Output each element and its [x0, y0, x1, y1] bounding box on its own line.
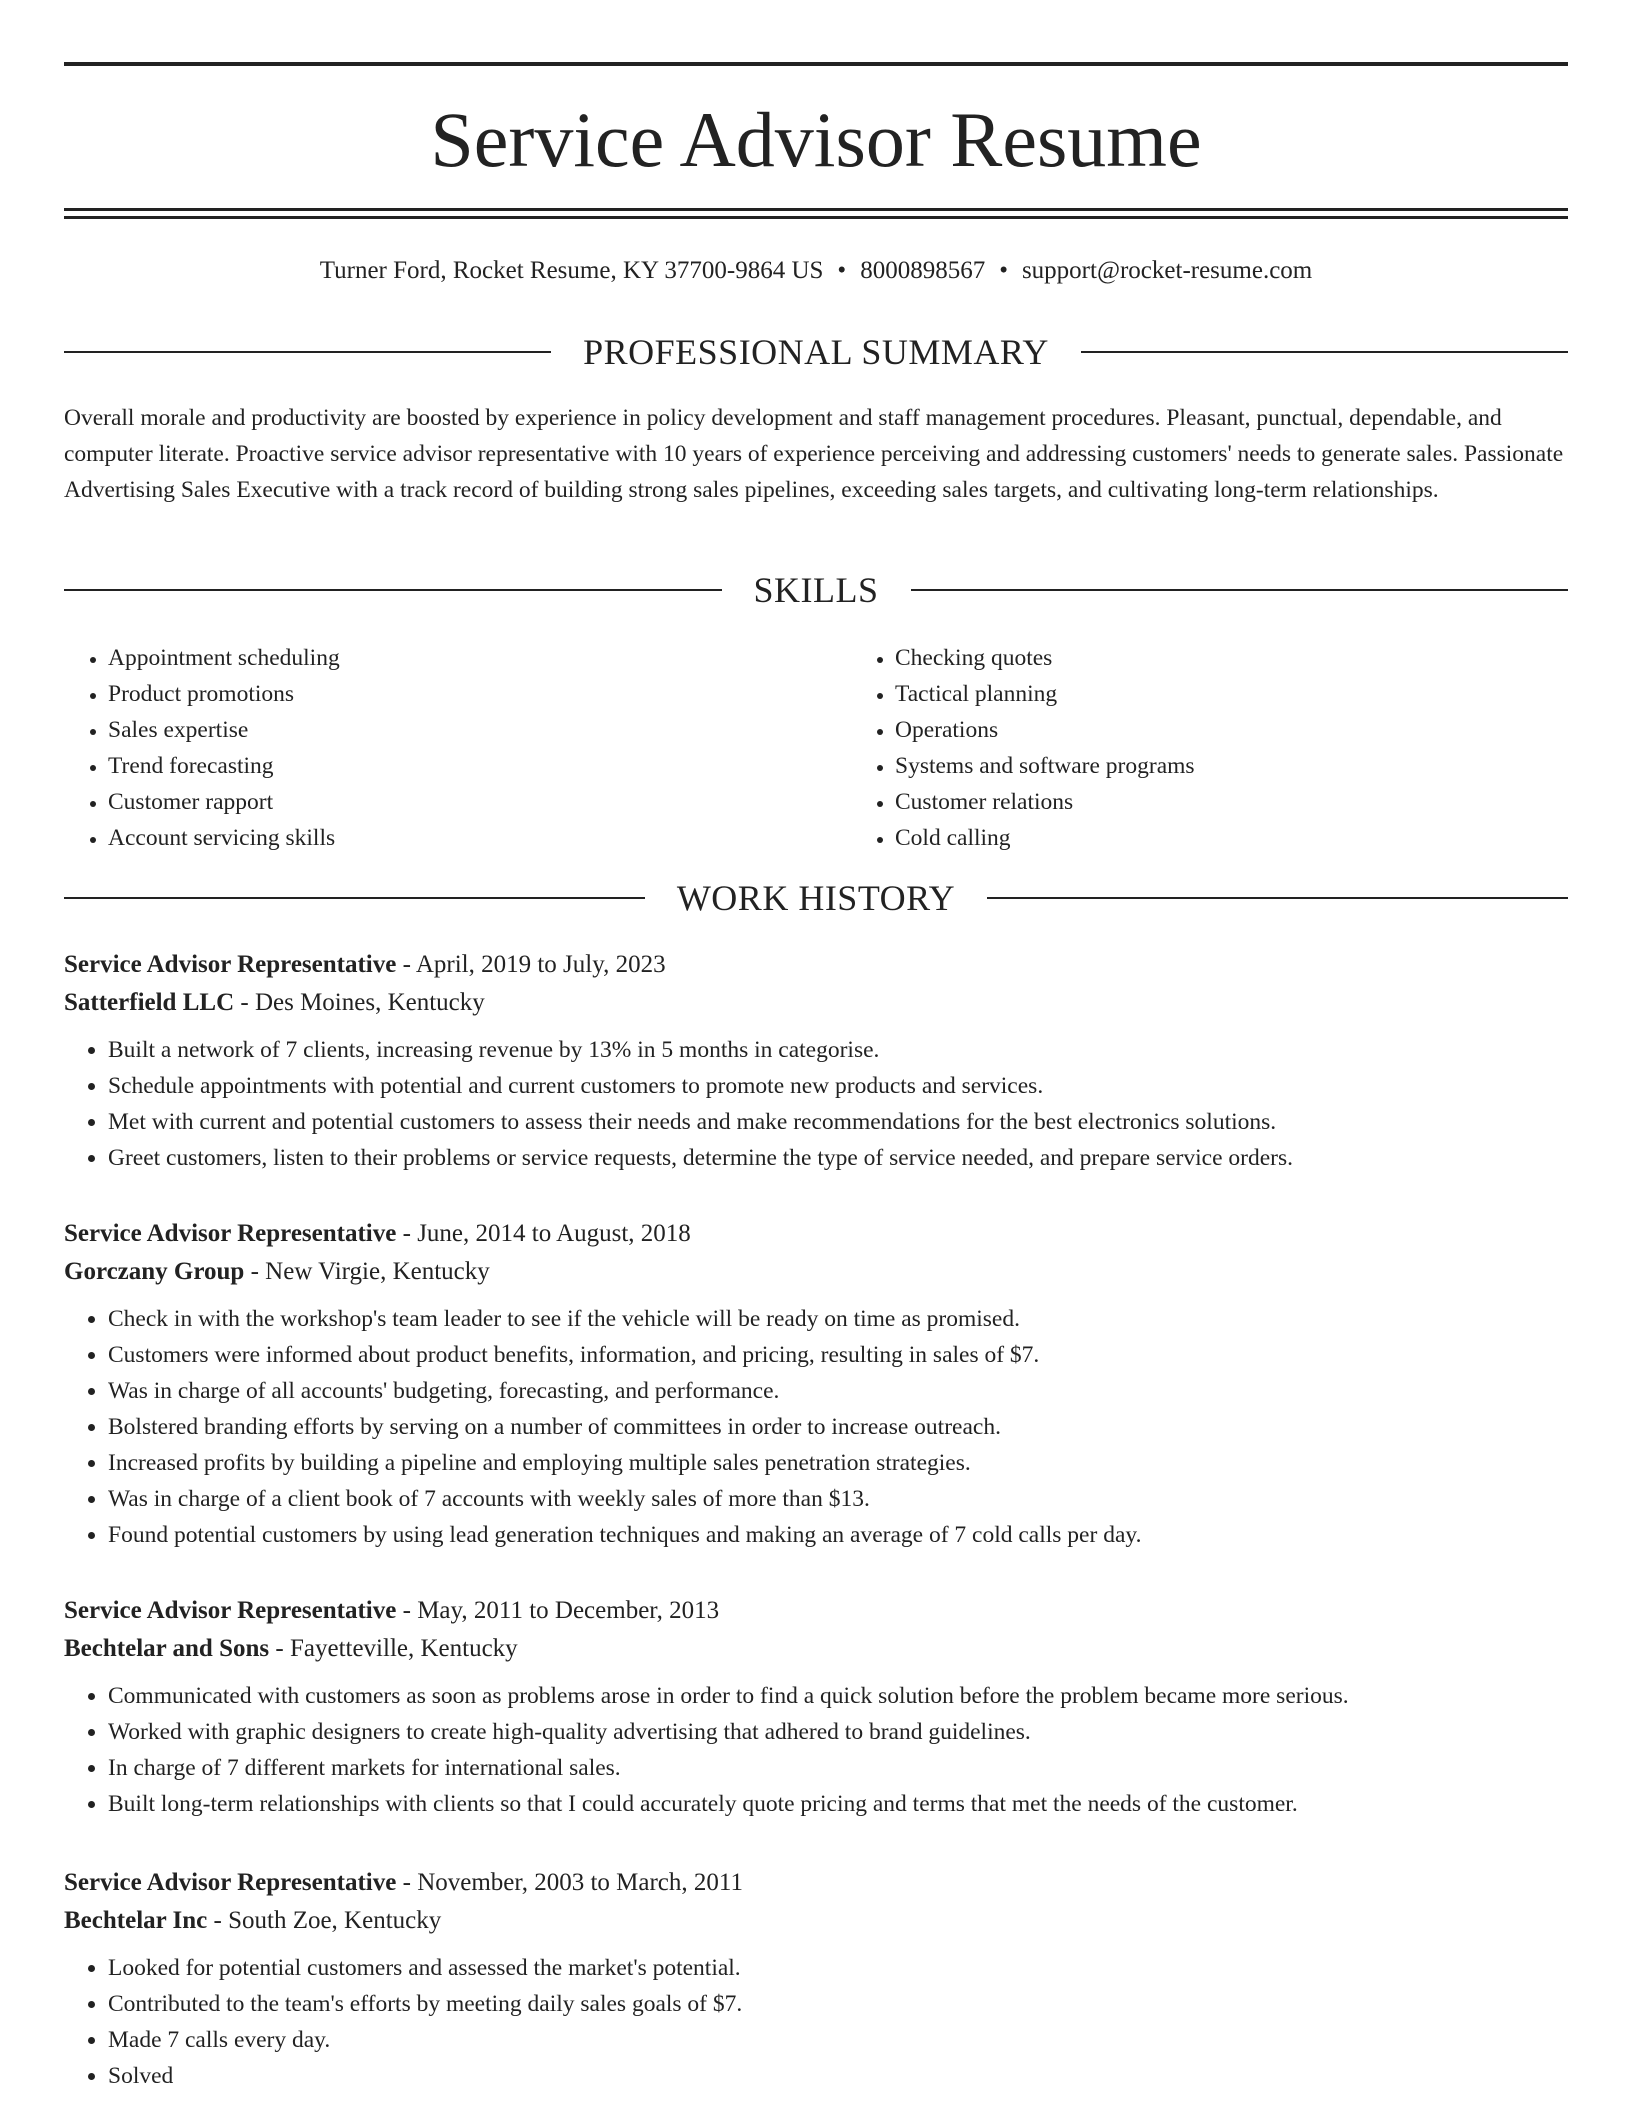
job-bullet: • In charge of 7 different markets for international sales.: [108, 1750, 1568, 1786]
job-company-line: [64, 1902, 1568, 1940]
job-dash: -: [234, 989, 255, 1016]
job-company-line: [64, 1630, 1568, 1668]
heading-rule: [64, 897, 645, 899]
job-bullets: [64, 1032, 1568, 1176]
job-bullets: [64, 1678, 1568, 1822]
job-title: Service Advisor Representative: [64, 1869, 397, 1896]
job-bullet: • Increased profits by building a pipeline and employing multiple sales penetration strategies.: [108, 1445, 1568, 1481]
skills-heading: [64, 570, 1568, 610]
job-bullet: • Check in with the workshop's team leader to see if the vehicle will be ready on time as promised.: [108, 1301, 1568, 1337]
job-title: Service Advisor Representative: [64, 951, 397, 978]
job-company-line: [64, 1253, 1568, 1291]
skill-item: • Tactical planning: [895, 676, 1568, 712]
job-title: Service Advisor Representative: [64, 1220, 397, 1247]
skill-item: • Appointment scheduling: [108, 640, 781, 676]
job-bullet: • Contributed to the team's efforts by meeting daily sales goals of $7.: [108, 1986, 1568, 2022]
job-company: Gorczany Group: [64, 1258, 245, 1285]
job-bullet: • Worked with graphic designers to create high-quality advertising that adhered to brand guidelines.: [108, 1714, 1568, 1750]
contact-phone: 8000898567: [860, 257, 986, 284]
skills-list-left: [64, 640, 781, 856]
job-bullet: • Looked for potential customers and assessed the market's potential.: [108, 1950, 1568, 1986]
job-location: Des Moines, Kentucky: [254, 989, 485, 1016]
skill-item: • Product promotions: [108, 676, 781, 712]
heading-rule: [1081, 351, 1568, 353]
job-dates: April, 2019 to July, 2023: [415, 951, 666, 978]
job-bullet: • Met with current and potential customers to assess their needs and make recommendations for the best electronics solutions.: [108, 1104, 1568, 1140]
skill-item: • Cold calling: [895, 820, 1568, 856]
skills-list-right: [781, 640, 1568, 856]
job-location: New Virgie, Kentucky: [265, 1258, 490, 1285]
work-heading: [64, 878, 1568, 918]
job-dash: -: [396, 1869, 418, 1896]
skill-item: • Sales expertise: [108, 712, 781, 748]
skills-heading-label: SKILLS: [753, 570, 879, 610]
job-bullet: • Schedule appointments with potential and current customers to promote new products and services.: [108, 1068, 1568, 1104]
job-dash: -: [207, 1907, 229, 1934]
job-company: Bechtelar Inc: [64, 1907, 208, 1934]
job-title-line: [64, 1592, 1568, 1630]
job-title-line: [64, 1215, 1568, 1253]
contact-email: support@rocket-resume.com: [1021, 257, 1313, 284]
job-bullet: • Was in charge of a client book of 7 accounts with weekly sales of more than $13.: [108, 1481, 1568, 1517]
contact-separator: •: [837, 257, 847, 284]
work-heading-label: WORK HISTORY: [676, 878, 956, 918]
job-company: Bechtelar and Sons: [64, 1635, 270, 1662]
skill-item: • Trend forecasting: [108, 748, 781, 784]
job-location: Fayetteville, Kentucky: [289, 1635, 518, 1662]
skill-item: • Systems and software programs: [895, 748, 1568, 784]
job-bullet: • Bolstered branding efforts by serving on a number of committees in order to increase outreach.: [108, 1409, 1568, 1445]
contact-line: [64, 254, 1568, 288]
job-entry: [64, 1215, 1568, 1553]
summary-heading-label: PROFESSIONAL SUMMARY: [583, 332, 1049, 372]
heading-rule: [911, 589, 1569, 591]
job-bullets: [64, 1950, 1568, 2094]
summary-heading: [64, 332, 1568, 372]
job-entry: [64, 1864, 1568, 2094]
skills-columns: [64, 640, 1568, 856]
job-dash: -: [396, 1597, 418, 1624]
title-rule-upper: [64, 208, 1568, 211]
job-title: Service Advisor Representative: [64, 1597, 397, 1624]
job-company-line: [64, 984, 1568, 1022]
job-bullet: • Built long-term relationships with clients so that I could accurately quote pricing and terms that met the needs of the customer.: [108, 1786, 1568, 1822]
job-dates: November, 2003 to March, 2011: [417, 1869, 743, 1896]
job-bullet: • Made 7 calls every day.: [108, 2022, 1568, 2058]
job-bullet: • Built a network of 7 clients, increasing revenue by 13% in 5 months in categorise.: [108, 1032, 1568, 1068]
heading-rule: [987, 897, 1568, 899]
top-rule: [64, 62, 1568, 66]
skill-item: • Account servicing skills: [108, 820, 781, 856]
job-entry: [64, 1592, 1568, 1822]
job-entry: [64, 946, 1568, 1176]
job-dates: May, 2011 to December, 2013: [417, 1597, 720, 1624]
resume-title: Service Advisor Resume: [430, 96, 1202, 183]
job-bullet: • Communicated with customers as soon as problems arose in order to find a quick solution before the problem became more serious.: [108, 1678, 1568, 1714]
job-dash: -: [269, 1635, 290, 1662]
job-title-line: [64, 946, 1568, 984]
job-company: Satterfield LLC: [64, 989, 235, 1016]
skill-item: • Checking quotes: [895, 640, 1568, 676]
job-dash: -: [396, 1220, 418, 1247]
job-dash: -: [244, 1258, 266, 1285]
summary-text: Overall morale and productivity are boosted by experience in policy development and staff management procedures. Pleasant, punctual, dependable, and computer literate. Proactive service advisor representative with 10 years of experience perceiving and addressing customers' needs to generate sales. Passionate Advertising Sales Executive with a track record of building strong sales pipelines, exceeding sales targets, and cultivating long-term relationships.: [64, 405, 1564, 503]
job-bullet: • Customers were informed about product benefits, information, and pricing, resulting in sales of $7.: [108, 1337, 1568, 1373]
heading-rule: [64, 351, 551, 353]
skill-item: • Customer relations: [895, 784, 1568, 820]
skill-item: • Customer rapport: [108, 784, 781, 820]
job-bullets: [64, 1301, 1568, 1553]
job-title-line: [64, 1864, 1568, 1902]
contact-address: Turner Ford, Rocket Resume, KY 37700-9864 US: [319, 257, 824, 284]
job-bullet: • Was in charge of all accounts' budgeting, forecasting, and performance.: [108, 1373, 1568, 1409]
job-dates: June, 2014 to August, 2018: [417, 1220, 691, 1247]
skill-item: • Operations: [895, 712, 1568, 748]
contact-separator: •: [999, 257, 1008, 284]
job-bullet: • Found potential customers by using lead generation techniques and making an average of 7 cold calls per day.: [108, 1517, 1568, 1553]
job-bullet: • Solved: [108, 2058, 1568, 2094]
title-rule-lower: [64, 216, 1568, 219]
job-dash: -: [396, 951, 416, 978]
heading-rule: [64, 589, 722, 591]
job-bullet: • Greet customers, listen to their problems or service requests, determine the type of service needed, and prepare service orders.: [108, 1140, 1568, 1176]
job-location: South Zoe, Kentucky: [228, 1907, 442, 1934]
